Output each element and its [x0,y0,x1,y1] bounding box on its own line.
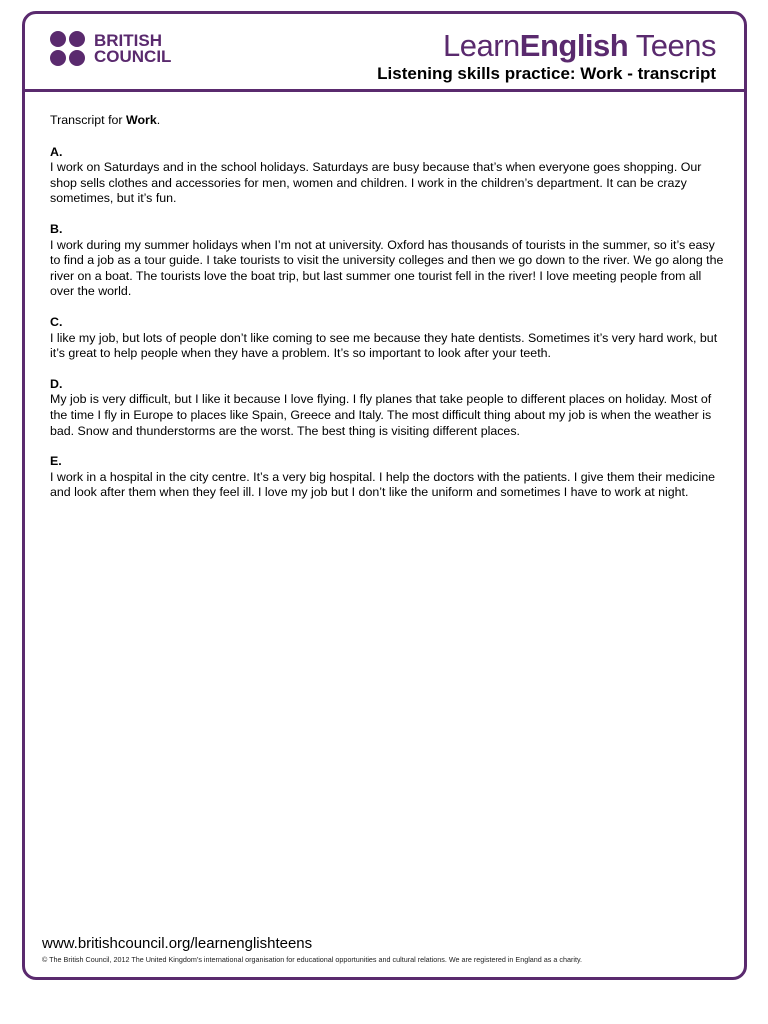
section-letter: B. [50,221,63,236]
logo-line-2: COUNCIL [94,47,172,66]
header-divider [22,89,747,92]
footer-website-link[interactable]: www.britishcouncil.org/learnenglishteens [42,935,313,952]
transcript-section-c [50,315,726,362]
page-title: Listening skills practice: Work - transcript [377,64,716,83]
footer-copyright: © The British Council, 2012 The United Kingdom’s international organisation for educational opportunities and cultural relations. We are registered in England as a charity. [42,955,583,964]
section-letter: A. [50,144,63,159]
section-letter: E. [50,454,62,469]
transcript-body [50,113,726,516]
logo-line-1: BRITISH [94,31,162,50]
section-text: I work in a hospital in the city centre. It’s a very big hospital. I help the doctors with the patients. I give them their medicine and look after them when they feel ill. I love my job but I don’t like the uniform and sometimes I have to work at night. [50,469,716,500]
brand-learn: Learn [442,28,520,63]
brand-teens: Teens [628,28,716,63]
section-letter: C. [50,314,63,329]
logo-wordmark [94,33,171,65]
learnenglish-teens-brand [443,28,716,64]
brand-english: English [519,28,629,63]
intro-suffix: . [156,113,161,127]
british-council-logo [50,31,171,67]
section-text: I work on Saturdays and in the school holidays. Saturdays are busy because that’s when everyone goes shopping. Our shop sells clothes and accessories for men, women and children. I work in the children’s department. It can be crazy sometimes, but it’s fun. [50,160,702,206]
intro-prefix: Transcript for [50,113,126,127]
section-letter: D. [50,376,63,391]
intro-line [50,113,726,129]
intro-topic: Work [125,113,157,127]
transcript-section-d [50,377,726,439]
transcript-section-e [50,454,726,501]
section-text: I like my job, but lots of people don’t like coming to see me because they hate dentists. Sometimes it’s very hard work, but it’s great to help people when they have a problem. It’s so important to look after your teeth. [50,330,718,361]
transcript-section-b [50,222,726,300]
transcript-section-a [50,145,726,207]
section-text: I work during my summer holidays when I’m not at university. Oxford has thousands of tourists in the summer, so it’s easy to find a job as a tour guide. I take tourists to visit the university colleges and then we go down to the river. We go along the river on a boat. The tourists love the boat trip, but last summer one tourist fell in the river! I love meeting people from all over the world. [50,237,724,299]
logo-dots-icon [50,31,88,67]
section-text: My job is very difficult, but I like it because I love flying. I fly planes that take people to different places on holiday. Most of the time I fly in Europe to places like Spain, Greece and Italy. The most difficult thing about my job is when the weather is bad. Snow and thunderstorms are the worst. The best thing is visiting different places. [50,392,712,438]
